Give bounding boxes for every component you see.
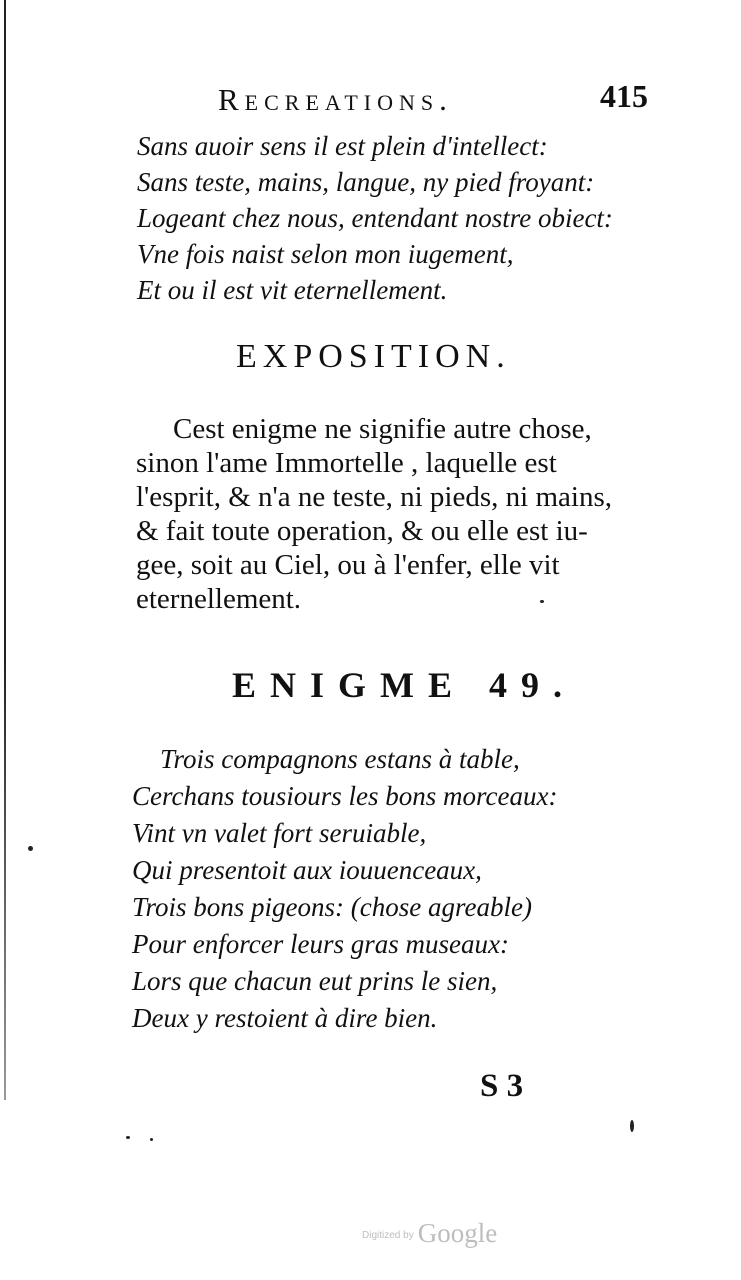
prose-line: l'esprit, & n'a ne teste, ni pieds, ni mains, — [136, 481, 612, 513]
verse-line: Trois compagnons estans à table, — [160, 744, 520, 774]
prose-line: eternellement. — [136, 583, 302, 615]
prose-line: sinon l'ame Immortelle , laquelle est — [136, 447, 557, 479]
verse-line: Deux y restoient à dire bien. — [132, 1003, 438, 1033]
google-logo: Google — [417, 1218, 498, 1248]
exposition-heading: EXPOSITION. — [236, 338, 511, 375]
prose-line: & fait toute operation, & ou elle est iu- — [136, 515, 588, 547]
signature-mark: S 3 — [480, 1068, 524, 1104]
digitized-by-label: Digitized by — [362, 1230, 414, 1241]
running-head: Recreations. — [218, 82, 453, 117]
ink-speck — [126, 1136, 130, 1139]
verse-line: Pour enforcer leurs gras museaux: — [132, 929, 509, 959]
verse-line: Trois bons pigeons: (chose agreable) — [132, 892, 532, 922]
verse-line: Sans auoir sens il est plein d'intellect: — [137, 131, 548, 161]
page-edge-line — [4, 0, 6, 1100]
enigme-heading: ENIGME 49. — [232, 665, 577, 705]
digitized-watermark — [362, 1218, 497, 1249]
prose-line: gee, soit au Ciel, ou à l'enfer, elle vit — [136, 549, 560, 581]
page-number: 415 — [600, 78, 648, 114]
verse-block-top — [137, 128, 613, 308]
ink-speck — [28, 846, 33, 851]
enigme-verse — [132, 741, 557, 1037]
verse-line: Qui presentoit aux iouuenceaux, — [132, 855, 482, 885]
verse-line: Sans teste, mains, langue, ny pied froyant: — [137, 167, 595, 197]
ink-speck — [630, 1120, 634, 1132]
exposition-paragraph — [136, 412, 666, 616]
verse-line: Cerchans tousiours les bons morceaux: — [132, 781, 558, 811]
ink-speck — [150, 1138, 153, 1141]
verse-line: Vne fois naist selon mon iugement, — [137, 239, 514, 269]
verse-line: Lors que chacun eut prins le sien, — [132, 966, 498, 996]
verse-line: Et ou il est vit eternellement. — [137, 275, 448, 305]
prose-line: Cest enigme ne signifie autre chose, — [173, 413, 592, 445]
verse-line: Vint vn valet fort seruiable, — [132, 818, 427, 848]
verse-line: Logeant chez nous, entendant nostre obiect: — [137, 203, 613, 233]
